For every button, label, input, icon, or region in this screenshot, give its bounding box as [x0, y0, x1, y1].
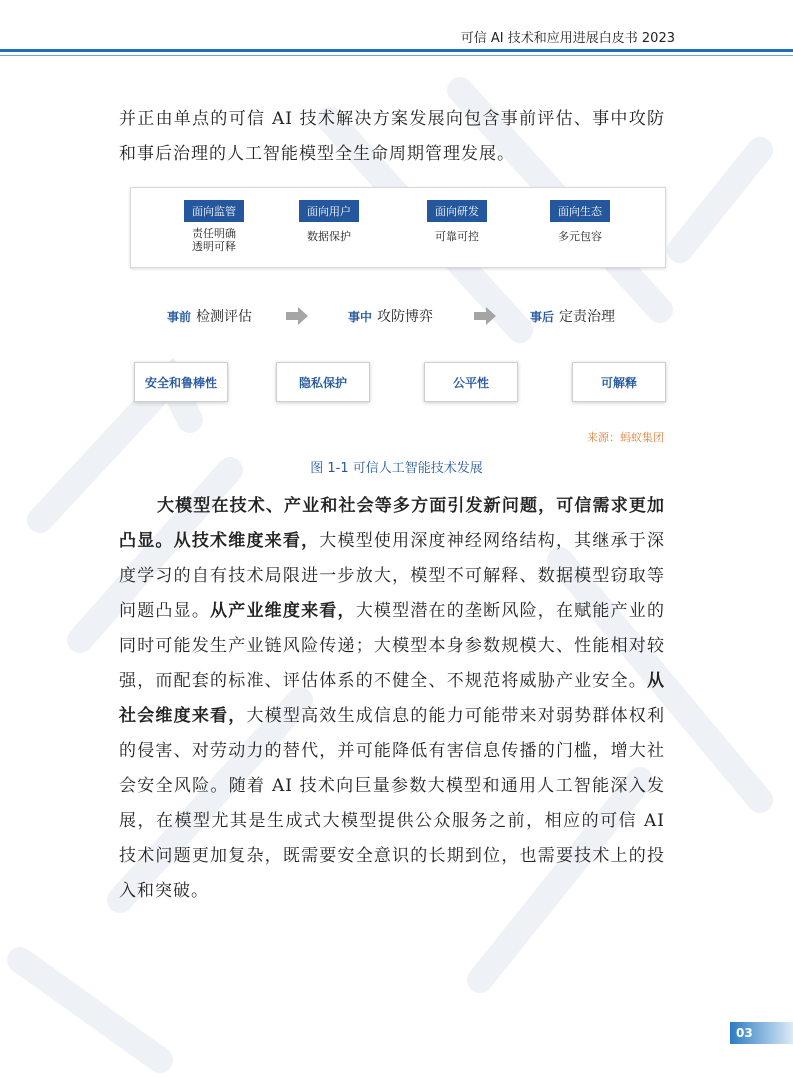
arrow-right-icon [286, 307, 308, 325]
audience-tag: 面向研发 [427, 200, 487, 222]
audience-regulation [159, 200, 269, 253]
intro-paragraph: 并正由单点的可信 AI 技术解决方案发展向包含事前评估、事中攻防和事后治理的人工智能模型全生命周期管理发展。 [119, 109, 665, 164]
audience-tag: 面向生态 [550, 200, 610, 222]
audience-user [274, 200, 384, 243]
audience-tag: 面向监管 [184, 200, 244, 222]
tech-text: 大模型使用深度神经网络结构，其继承于深度学习的自有技术局限进一步放大，模型不可解释、数据模型窃取等问题凸显。 [119, 531, 666, 621]
page-number: 03 [730, 1022, 793, 1044]
pillar-fairness: 公平性 [424, 362, 518, 402]
figure-caption: 图 1-1 可信人工智能技术发展 [310, 461, 483, 476]
phase-text: 攻防博弈 [377, 309, 434, 325]
pillar-explainability: 可解释 [572, 362, 666, 402]
phase-text: 定责治理 [559, 309, 616, 325]
pillar-privacy: 隐私保护 [276, 362, 370, 402]
audience-desc [159, 227, 269, 253]
arrow-right-icon [474, 307, 496, 325]
audience-desc-line: 责任明确 [192, 227, 236, 240]
header-rule [0, 49, 793, 52]
industry-bold: 从产业维度来看， [210, 601, 356, 621]
industry-text: 大模型潜在的垄断风险，在赋能产业的同时可能发生产业链风险传递；大模型本身参数规模大、性能相对较强，而配套的标准、评估体系的不健全、不规范将威胁产业安全。 [119, 601, 666, 691]
phase-after [530, 306, 615, 326]
body-paragraph [119, 489, 665, 909]
pillar-safety-robustness: 安全和鲁棒性 [134, 362, 228, 402]
header-title: 可信 AI 技术和应用进展白皮书 2023 [460, 31, 675, 46]
audience-desc: 多元包容 [558, 230, 602, 243]
audience-desc: 可靠可控 [435, 230, 479, 243]
phase-during [348, 306, 433, 326]
lead-bold: 大模型在技术、产业和社会等多方面引发新问题，可信需求更加凸显。 [119, 496, 665, 551]
phase-before [167, 306, 252, 326]
audience-ecosystem [525, 200, 635, 243]
audience-rnd [402, 200, 512, 243]
figure-source: 来源：蚂蚁集团 [587, 431, 664, 444]
audience-tag: 面向用户 [299, 200, 359, 222]
audience-panel [130, 187, 666, 268]
header-rule-thin [0, 55, 793, 56]
phase-label: 事后 [530, 310, 555, 324]
society-text: 大模型高效生成信息的能力可能带来对弱势群体权利的侵害、对劳动力的替代，并可能降低有害信息传播的门槛，增大社会安全风险。随着 AI 技术向巨量参数大模型和通用人工智能深入发展，在模型尤其是生成式大模型提供公众服务之前，相应的可信 AI 技术问题更加复杂，既需要安全意识的长期到位，也需要技术上的投入和突破。 [119, 706, 666, 901]
phase-text: 检测评估 [196, 309, 253, 325]
phase-label: 事前 [167, 310, 192, 324]
audience-desc-line: 透明可释 [192, 240, 236, 253]
phase-label: 事中 [348, 310, 373, 324]
audience-desc: 数据保护 [307, 230, 351, 243]
tech-bold: 从技术维度来看， [173, 531, 320, 551]
society-bold: 从社会维度来看， [119, 671, 665, 726]
